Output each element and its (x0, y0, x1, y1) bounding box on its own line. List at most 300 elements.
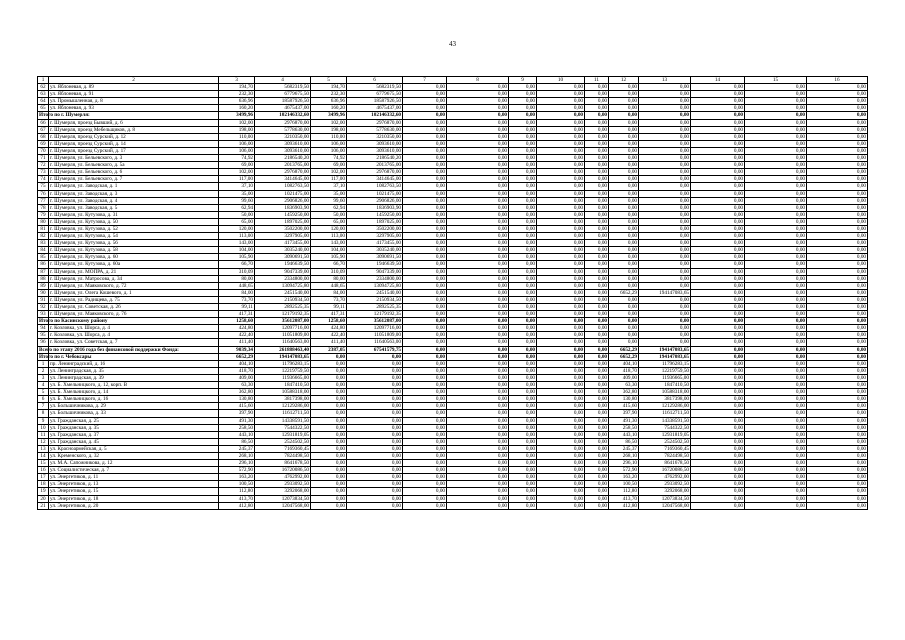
value-cell: 3499,96 (311, 112, 347, 119)
value-cell: 0,00 (403, 133, 447, 140)
value-cell: 0,00 (691, 275, 745, 282)
value-cell: 0,00 (585, 183, 609, 190)
value-cell: 0,00 (537, 282, 585, 289)
value-cell: 11051809,00 (255, 332, 311, 339)
row-number: 72 (38, 162, 49, 169)
table-row (38, 410, 868, 417)
value-cell: 0,00 (509, 282, 537, 289)
value-cell: 0,00 (691, 460, 745, 467)
value-cell: 67541579,75 (347, 346, 403, 353)
value-cell: 0,00 (639, 190, 691, 197)
value-cell: 50,00 (311, 211, 347, 218)
value-cell: 0,00 (745, 176, 807, 183)
table-row (38, 467, 868, 474)
value-cell: 0,00 (585, 162, 609, 169)
value-cell: 0,00 (537, 247, 585, 254)
value-cell: 2334800,00 (255, 275, 311, 282)
value-cell: 0,00 (807, 296, 868, 303)
value-cell: 0,00 (509, 332, 537, 339)
row-number: 11 (38, 431, 49, 438)
value-cell: 102146332,60 (347, 112, 403, 119)
value-cell: 63,30 (219, 382, 255, 389)
address-cell: ул. Яблоневая, д. 89 (49, 84, 219, 91)
value-cell: 4173455,00 (255, 240, 311, 247)
value-cell: 0,00 (807, 105, 868, 112)
value-cell: 0,00 (807, 353, 868, 360)
value-cell: 0,00 (403, 445, 447, 452)
value-cell: 0,00 (509, 374, 537, 381)
total-row (38, 318, 868, 325)
value-cell: 448,65 (311, 282, 347, 289)
value-cell: 0,00 (447, 325, 509, 332)
table-row (38, 502, 868, 509)
value-cell: 0,00 (447, 147, 509, 154)
value-cell: 2976870,00 (347, 169, 403, 176)
value-cell: 11796283,15 (255, 360, 311, 367)
value-cell: 110,00 (219, 133, 255, 140)
address-cell: ул. Ленинградская, д. 39 (49, 374, 219, 381)
value-cell: 0,00 (609, 325, 639, 332)
value-cell: 0,00 (537, 474, 585, 481)
value-cell: 1847410,50 (255, 382, 311, 389)
address-cell: ул. Промышленная, д. 8 (49, 98, 219, 105)
address-cell: г. Шумерля, проезд Сурский, д. 14 (49, 140, 219, 147)
value-cell: 3035240,00 (255, 247, 311, 254)
total-label: Всего по этапу 2016 года без финансовой поддержки Фонда: (39, 346, 179, 353)
value-cell: 0,00 (447, 140, 509, 147)
value-cell: 0,00 (447, 438, 509, 445)
value-cell: 0,00 (585, 502, 609, 509)
value-cell: 0,00 (403, 282, 447, 289)
row-number: 4 (38, 382, 49, 389)
value-cell: 0,00 (311, 389, 347, 396)
value-cell: 4675437,00 (347, 105, 403, 112)
value-cell: 0,00 (691, 261, 745, 268)
value-cell: 0,00 (745, 275, 807, 282)
value-cell: 0,00 (403, 360, 447, 367)
table-row (38, 488, 868, 495)
row-number: 19 (38, 488, 49, 495)
value-cell: 0,00 (403, 225, 447, 232)
value-cell: 0,00 (509, 247, 537, 254)
address-cell: ул. Красноармейская, д. 5 (49, 445, 219, 452)
value-cell: 0,00 (447, 474, 509, 481)
value-cell: 0,00 (447, 289, 509, 296)
value-cell: 411,40 (219, 339, 255, 346)
value-cell: 0,00 (403, 318, 447, 325)
value-cell: 0,00 (585, 98, 609, 105)
value-cell: 0,00 (585, 367, 609, 374)
row-number: 92 (38, 304, 49, 311)
table-row (38, 268, 868, 275)
value-cell: 80,00 (311, 275, 347, 282)
value-cell: 0,00 (509, 360, 537, 367)
value-cell: 0,00 (447, 488, 509, 495)
value-cell: 0,00 (537, 162, 585, 169)
value-cell: 5778630,00 (347, 126, 403, 133)
value-cell: 0,00 (447, 296, 509, 303)
value-cell: 0,00 (639, 218, 691, 225)
row-number: 10 (38, 424, 49, 431)
value-cell: 0,00 (691, 481, 745, 488)
value-cell: 0,00 (585, 403, 609, 410)
value-cell: 0,00 (347, 396, 403, 403)
value-cell: 0,00 (447, 382, 509, 389)
value-cell: 0,00 (639, 204, 691, 211)
value-cell: 0,00 (311, 396, 347, 403)
table-row (38, 374, 868, 381)
value-cell: 0,00 (537, 360, 585, 367)
row-number: 5 (38, 389, 49, 396)
value-cell: 12097716,00 (347, 325, 403, 332)
value-cell: 0,00 (403, 332, 447, 339)
value-cell: 0,00 (447, 119, 509, 126)
address-cell: г. Козловка, ул. Шорса, д. 4 (49, 332, 219, 339)
value-cell: 0,00 (403, 275, 447, 282)
value-cell: 0,00 (807, 304, 868, 311)
table-row (38, 360, 868, 367)
value-cell: 0,00 (585, 445, 609, 452)
column-header: 9 (509, 77, 537, 84)
value-cell: 0,00 (745, 474, 807, 481)
value-cell: 0,00 (509, 304, 537, 311)
value-cell: 0,00 (347, 438, 403, 445)
table-row (38, 197, 868, 204)
value-cell: 0,00 (585, 431, 609, 438)
value-cell: 0,00 (691, 204, 745, 211)
value-cell: 0,00 (807, 254, 868, 261)
value-cell: 0,00 (403, 374, 447, 381)
row-number: 9 (38, 417, 49, 424)
row-number: 20 (38, 495, 49, 502)
value-cell: 0,00 (609, 247, 639, 254)
address-cell: ул. Энергетиков, д. 20 (49, 502, 219, 509)
value-cell: 9039,34 (219, 346, 255, 353)
value-cell: 9047339,00 (255, 268, 311, 275)
value-cell: 0,00 (403, 346, 447, 353)
value-cell: 0,00 (447, 353, 509, 360)
value-cell: 0,00 (691, 410, 745, 417)
value-cell: 0,00 (745, 460, 807, 467)
value-cell: 0,00 (509, 367, 537, 374)
address-cell: г. Шумерля, проезд Сурский, д. 12 (49, 133, 219, 140)
value-cell: 0,00 (585, 382, 609, 389)
table-row (38, 211, 868, 218)
value-cell: 0,00 (609, 133, 639, 140)
value-cell: 13094725,80 (255, 282, 311, 289)
table-row (38, 289, 868, 296)
value-cell: 3093610,00 (347, 140, 403, 147)
value-cell: 0,00 (745, 488, 807, 495)
value-cell: 0,00 (447, 240, 509, 247)
value-cell: 0,00 (585, 304, 609, 311)
value-cell: 35612087,00 (255, 318, 311, 325)
value-cell: 0,00 (585, 268, 609, 275)
value-cell: 0,00 (537, 289, 585, 296)
value-cell: 0,00 (807, 162, 868, 169)
value-cell: 0,00 (403, 474, 447, 481)
address-cell: г. Шумерля, ул. Кутузова, д. 54 (49, 233, 219, 240)
value-cell: 412,80 (609, 502, 639, 509)
value-cell: 0,00 (807, 495, 868, 502)
column-header: 13 (639, 77, 691, 84)
value-cell: 0,00 (691, 467, 745, 474)
value-cell: 0,00 (745, 211, 807, 218)
value-cell: 0,00 (447, 431, 509, 438)
value-cell: 2186540,20 (347, 155, 403, 162)
value-cell: 0,00 (745, 105, 807, 112)
row-number: 1 (38, 360, 49, 367)
value-cell: 0,00 (639, 247, 691, 254)
value-cell: 14338591,50 (639, 417, 691, 424)
value-cell: 160,20 (311, 105, 347, 112)
value-cell: 0,00 (745, 261, 807, 268)
value-cell: 0,00 (509, 424, 537, 431)
value-cell: 0,00 (403, 169, 447, 176)
value-cell: 3035240,00 (347, 247, 403, 254)
value-cell: 0,00 (691, 452, 745, 459)
value-cell: 0,00 (403, 126, 447, 133)
value-cell: 0,00 (691, 105, 745, 112)
value-cell: 0,00 (807, 225, 868, 232)
value-cell: 0,00 (745, 133, 807, 140)
value-cell: 0,00 (745, 240, 807, 247)
row-number: 86 (38, 261, 49, 268)
value-cell: 63,30 (609, 382, 639, 389)
value-cell: 113,00 (311, 233, 347, 240)
value-cell: 0,00 (639, 183, 691, 190)
value-cell: 0,00 (807, 233, 868, 240)
table-row (38, 233, 868, 240)
value-cell: 0,00 (509, 183, 537, 190)
value-cell: 0,00 (447, 403, 509, 410)
value-cell: 0,00 (807, 126, 868, 133)
value-cell: 0,00 (509, 452, 537, 459)
value-cell: 0,00 (745, 155, 807, 162)
value-cell: 5778630,00 (255, 126, 311, 133)
value-cell: 0,00 (509, 311, 537, 318)
value-cell: 0,00 (537, 296, 585, 303)
value-cell: 0,00 (691, 417, 745, 424)
table-row (38, 389, 868, 396)
value-cell: 0,00 (639, 225, 691, 232)
value-cell: 0,00 (585, 275, 609, 282)
value-cell: 0,00 (609, 296, 639, 303)
value-cell: 0,00 (537, 147, 585, 154)
value-cell: 194147083,65 (639, 346, 691, 353)
address-cell: г. Шумерля, ул. Кутузова, д. 31 (49, 211, 219, 218)
value-cell: 0,00 (509, 431, 537, 438)
value-cell: 0,00 (691, 424, 745, 431)
value-cell: 0,00 (509, 204, 537, 211)
value-cell: 0,00 (447, 311, 509, 318)
value-cell: 0,00 (509, 254, 537, 261)
address-cell: ул. Б. Хмельницкого, д. 14 (49, 389, 219, 396)
row-number: 88 (38, 275, 49, 282)
value-cell: 0,00 (745, 289, 807, 296)
value-cell: 0,00 (311, 353, 347, 360)
column-header: 4 (255, 77, 311, 84)
value-cell: 636,96 (311, 98, 347, 105)
value-cell: 0,00 (537, 211, 585, 218)
address-cell: г. Шумерля, ул. Кутузова, д. 56 (49, 240, 219, 247)
value-cell: 194,70 (219, 84, 255, 91)
value-cell: 0,00 (691, 339, 745, 346)
value-cell: 0,00 (311, 367, 347, 374)
value-cell: 0,00 (509, 119, 537, 126)
value-cell: 0,00 (609, 147, 639, 154)
value-cell: 0,00 (447, 389, 509, 396)
value-cell: 0,00 (403, 438, 447, 445)
value-cell: 0,00 (403, 247, 447, 254)
value-cell: 0,00 (639, 318, 691, 325)
total-label: Итого по г. Чебоксары (39, 353, 92, 360)
table-row (38, 176, 868, 183)
value-cell: 106,00 (219, 140, 255, 147)
value-cell: 0,00 (509, 176, 537, 183)
value-cell: 0,00 (403, 211, 447, 218)
value-cell: 0,00 (403, 410, 447, 417)
value-cell: 0,00 (509, 112, 537, 119)
value-cell: 7544322,50 (639, 424, 691, 431)
value-cell: 0,00 (585, 424, 609, 431)
address-cell: г. Шумерля, ул. Кутузова, д. 58 (49, 247, 219, 254)
value-cell: 0,00 (639, 211, 691, 218)
value-cell: 0,00 (745, 445, 807, 452)
value-cell: 0,00 (609, 98, 639, 105)
row-number: 69 (38, 140, 49, 147)
table-row (38, 339, 868, 346)
value-cell: 362,80 (219, 389, 255, 396)
value-cell: 0,00 (447, 495, 509, 502)
page-number: 43 (449, 40, 456, 48)
value-cell: 0,00 (691, 183, 745, 190)
value-cell: 0,00 (447, 304, 509, 311)
value-cell: 0,00 (639, 275, 691, 282)
value-cell: 3210350,00 (347, 133, 403, 140)
value-cell: 0,00 (537, 445, 585, 452)
value-cell: 0,00 (609, 339, 639, 346)
value-cell: 0,00 (447, 460, 509, 467)
value-cell: 130,80 (609, 396, 639, 403)
value-cell: 0,00 (691, 211, 745, 218)
value-cell: 0,00 (537, 396, 585, 403)
value-cell: 2976870,00 (347, 119, 403, 126)
table-row (38, 452, 868, 459)
value-cell: 0,00 (447, 275, 509, 282)
address-cell: г. Шумерля, ул. Маяковского, д. 76 (49, 311, 219, 318)
address-cell: г. Шумерля, ул. Бельевского, д. 5а (49, 162, 219, 169)
value-cell: 11936665,00 (255, 374, 311, 381)
value-cell: 0,00 (509, 268, 537, 275)
value-cell: 0,00 (585, 481, 609, 488)
row-number: 81 (38, 225, 49, 232)
value-cell: 0,00 (639, 254, 691, 261)
value-cell: 0,00 (691, 225, 745, 232)
value-cell: 0,00 (807, 183, 868, 190)
value-cell: 0,00 (447, 133, 509, 140)
value-cell: 0,00 (639, 147, 691, 154)
value-cell: 0,00 (509, 474, 537, 481)
value-cell: 0,00 (745, 112, 807, 119)
value-cell: 3292068,00 (639, 488, 691, 495)
value-cell: 0,00 (347, 452, 403, 459)
value-cell: 0,00 (447, 481, 509, 488)
value-cell: 0,00 (609, 126, 639, 133)
value-cell: 0,00 (691, 268, 745, 275)
value-cell: 0,00 (447, 424, 509, 431)
value-cell: 0,00 (509, 296, 537, 303)
value-cell: 0,00 (403, 147, 447, 154)
value-cell: 7169360,45 (255, 445, 311, 452)
column-header: 3 (219, 77, 255, 84)
value-cell: 0,00 (745, 147, 807, 154)
value-cell: 0,00 (691, 133, 745, 140)
value-cell: 0,00 (537, 197, 585, 204)
table-row (38, 424, 868, 431)
value-cell: 2524502,50 (639, 438, 691, 445)
row-number: 80 (38, 218, 49, 225)
value-cell: 0,00 (745, 162, 807, 169)
value-cell: 0,00 (537, 431, 585, 438)
value-cell: 0,00 (691, 197, 745, 204)
value-cell: 7824498,50 (639, 452, 691, 459)
value-cell: 0,00 (311, 502, 347, 509)
value-cell: 415,60 (219, 403, 255, 410)
value-cell: 409,00 (219, 374, 255, 381)
value-cell: 0,00 (609, 155, 639, 162)
value-cell: 491,30 (609, 417, 639, 424)
value-cell: 0,00 (447, 410, 509, 417)
value-cell: 194,70 (311, 84, 347, 91)
value-cell: 0,00 (585, 396, 609, 403)
address-cell: г. Козловка, ул. Шорса, д. 4 (49, 325, 219, 332)
value-cell: 1082763,50 (347, 183, 403, 190)
value-cell: 0,00 (745, 382, 807, 389)
value-cell: 0,00 (509, 240, 537, 247)
value-cell: 11796283,15 (639, 360, 691, 367)
value-cell: 0,00 (537, 374, 585, 381)
value-cell: 163,20 (219, 474, 255, 481)
value-cell: 0,00 (447, 261, 509, 268)
value-cell: 0,00 (585, 289, 609, 296)
value-cell: 245,37 (219, 445, 255, 452)
value-cell: 0,00 (403, 162, 447, 169)
address-cell: ул. Гражданская, д. 37 (49, 431, 219, 438)
value-cell: 0,00 (311, 374, 347, 381)
value-cell: 2906826,00 (347, 197, 403, 204)
value-cell: 0,00 (347, 445, 403, 452)
value-cell: 0,00 (537, 382, 585, 389)
value-cell: 37,10 (219, 183, 255, 190)
value-cell: 50,00 (219, 211, 255, 218)
value-cell: 0,00 (509, 346, 537, 353)
total-row (38, 353, 868, 360)
value-cell: 0,00 (745, 311, 807, 318)
value-cell: 0,00 (609, 176, 639, 183)
column-header: 15 (745, 77, 807, 84)
value-cell: 0,00 (691, 346, 745, 353)
row-number: 89 (38, 282, 49, 289)
table-row (38, 403, 868, 410)
address-cell: г. Шумерля, ул. Кутузова, д. 50 (49, 218, 219, 225)
address-cell: ул. Гражданская, д. 45 (49, 438, 219, 445)
value-cell: 12179192,35 (347, 311, 403, 318)
value-cell: 0,00 (403, 240, 447, 247)
value-cell: 2976870,00 (255, 119, 311, 126)
value-cell: 443,10 (609, 431, 639, 438)
value-cell: 0,00 (807, 339, 868, 346)
